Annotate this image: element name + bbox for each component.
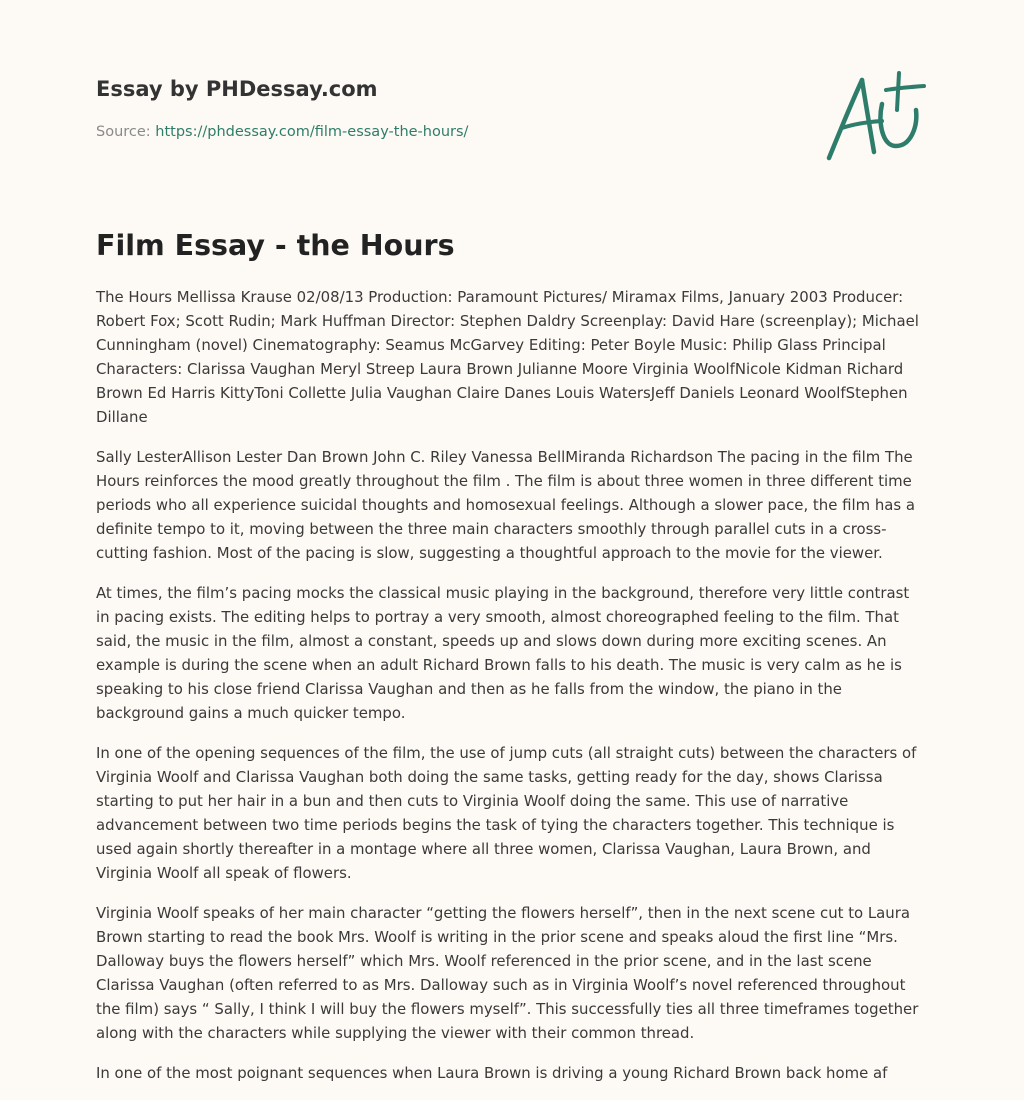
essay-paragraph: In one of the opening sequences of the film, the use of jump cuts (all straight cuts) between the characters of Virginia Woolf and Clarissa Vaughan both doing the same tasks, getting ready for the day, shows Clarissa starting to put her hair in a bun and then cuts to Virginia Woolf doing the same. This use of narrative advancement between two time periods begins the task of tying the characters together. This technique is used again shortly thereafter in a montage where all three women, Clarissa Vaughan, Laura Brown, and Virginia Woolf all speak of flowers.	[96, 744, 917, 882]
site-header	[96, 74, 468, 142]
a-plus-logo-icon	[820, 66, 930, 166]
brand-name: Essay by PHDessay.com	[96, 77, 378, 101]
essay-body	[96, 285, 926, 1100]
source-label: Source:	[96, 124, 156, 140]
essay-title: Film Essay - the Hours	[96, 229, 455, 262]
essay-paragraph: Sally LesterAllison Lester Dan Brown John C. Riley Vanessa BellMiranda Richardson The pacing in the film The Hours reinforces the mood greatly throughout the film . The film is about three women in three different time periods who all experience suicidal thoughts and homosexual feelings. Although a slower pace, the film has a definite tempo to it, moving between the three main characters smoothly through parallel cuts in a cross-cutting fashion. Most of the pacing is slow, suggesting a thoughtful approach to the movie for the viewer.	[96, 448, 916, 562]
essay-paragraph: The Hours Mellissa Krause 02/08/13 Production: Paramount Pictures/ Miramax Films, January 2003 Producer: Robert Fox; Scott Rudin; Mark Huffman Director: Stephen Daldry Screenplay: David Hare (screenplay); Michael Cunningham (novel) Cinematography: Seamus McGarvey Editing: Peter Boyle Music: Philip Glass Principal Characters: Clarissa Vaughan Meryl Streep Laura Brown Julianne Moore Virginia WoolfNicole Kidman Richard Brown Ed Harris KittyToni Collette Julia Vaughan Claire Danes Louis WatersJeff Daniels Leonard WoolfStephen Dillane	[96, 288, 919, 426]
source-line	[96, 122, 468, 142]
essay-paragraph: In one of the most poignant sequences when Laura Brown is driving a young Richard Brown back home af	[96, 1064, 888, 1082]
essay-paragraph: Virginia Woolf speaks of her main character “getting the flowers herself”, then in the next scene cut to Laura Brown starting to read the book Mrs. Woolf is writing in the prior scene and speaks aloud the first line “Mrs. Dalloway buys the flowers herself” which Mrs. Woolf referenced in the prior scene, and in the last scene Clarissa Vaughan (often referred to as Mrs. Dalloway such as in Virginia Woolf’s novel referenced throughout the film) says “ Sally, I think I will buy the flowers myself”. This successfully ties all three timeframes together along with the characters while supplying the viewer with their common thread.	[96, 904, 919, 1042]
source-link[interactable]: https://phdessay.com/film-essay-the-hours/	[155, 124, 469, 140]
essay-paragraph: At times, the film’s pacing mocks the classical music playing in the background, therefore very little contrast in pacing exists. The editing helps to portray a very smooth, almost choreographed feeling to the film. That said, the music in the film, almost a constant, speeds up and slows down during more exciting scenes. An example is during the scene when an adult Richard Brown falls to his death. The music is very calm as he is speaking to his close friend Clarissa Vaughan and then as he falls from the window, the piano in the background gains a much quicker tempo.	[96, 584, 910, 722]
